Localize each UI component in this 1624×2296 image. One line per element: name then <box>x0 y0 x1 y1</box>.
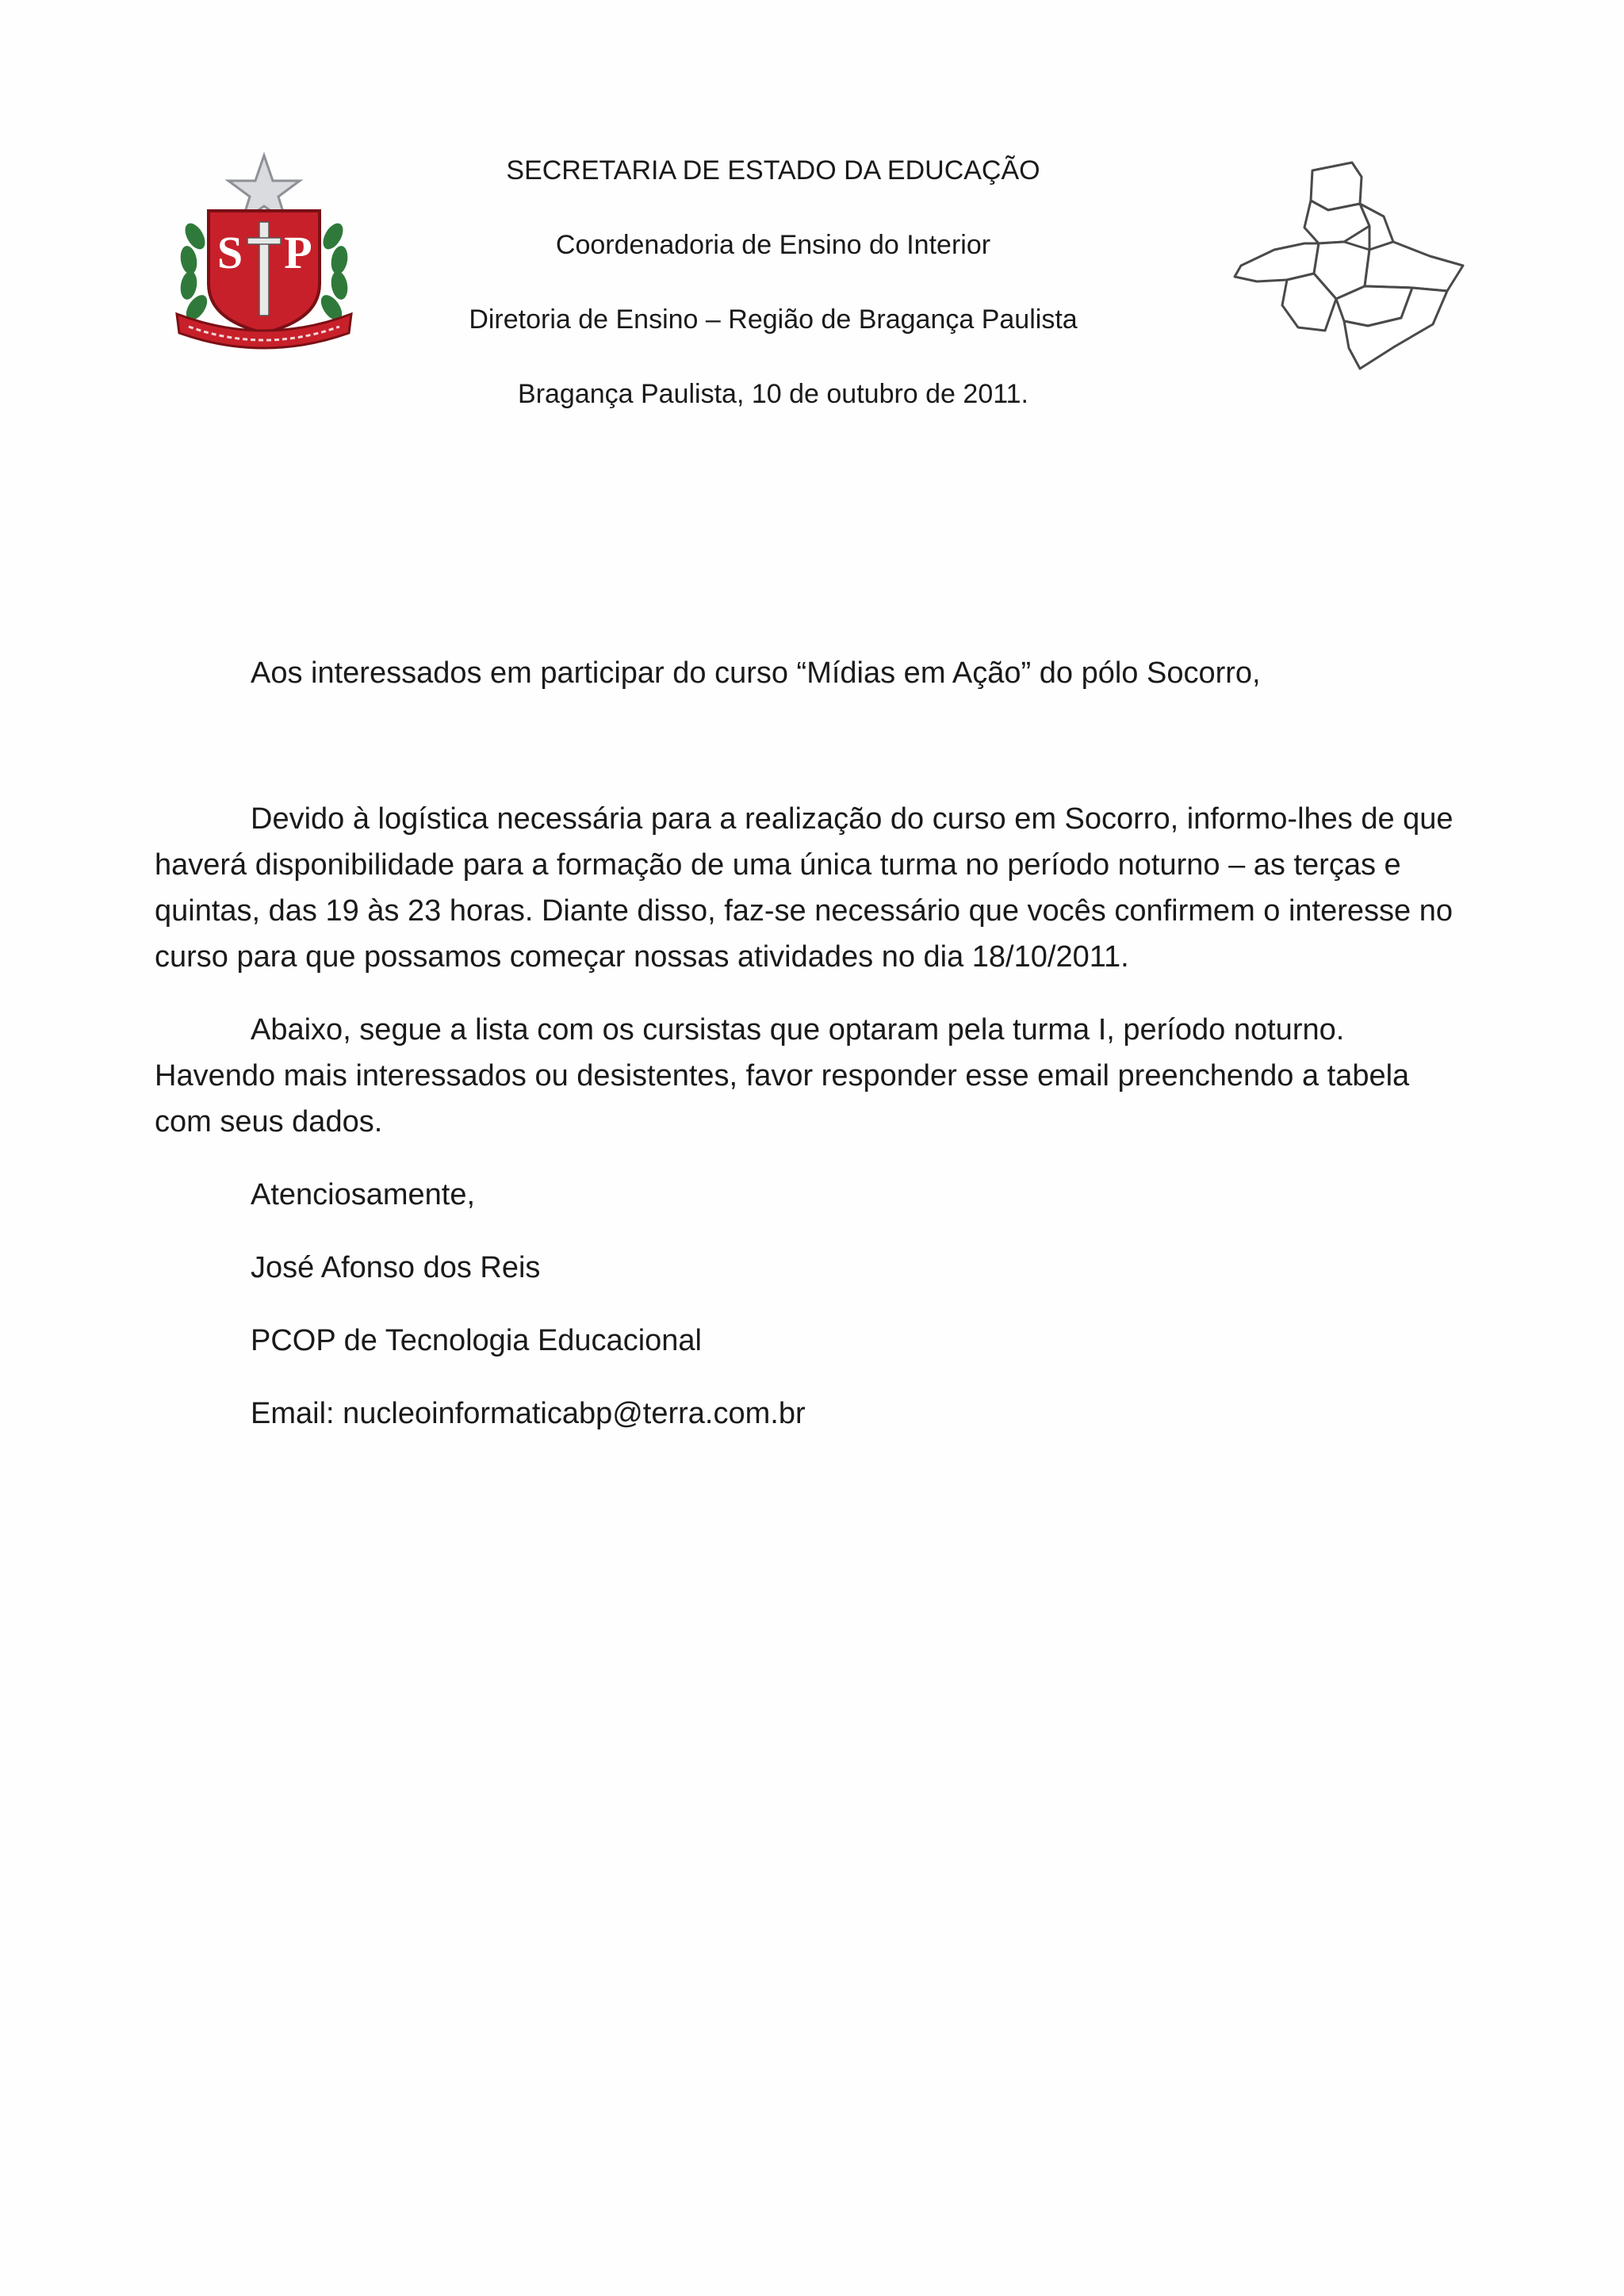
signer-name: José Afonso dos Reis <box>251 1251 541 1284</box>
paragraph-list <box>155 1007 1471 1145</box>
svg-text:P: P <box>284 227 312 278</box>
paragraph-logistics-text: Devido à logística necessária para a realização do curso em Socorro, informo-lhes de que haverá disponibilidade para a formação de uma única turma no período noturno – as terças e quintas, das 19 às 23 horas. Diante disso, faz-se necessário que vocês confirmem o interesse no curso para que possamos começar nossas atividades no dia 18/10/2011. <box>155 802 1454 974</box>
region-map-icon <box>1225 155 1471 377</box>
svg-text:S: S <box>216 227 243 278</box>
contact-email[interactable]: Email: nucleoinformaticabp@terra.com.br <box>251 1397 806 1430</box>
salutation: Aos interessados em participar do curso “Mídias em Ação” do pólo Socorro, <box>251 656 1261 690</box>
header-directorate: Diretoria de Ensino – Região de Bragança Paulista <box>469 304 1078 335</box>
closing-regards: Atenciosamente, <box>251 1178 476 1211</box>
header-date: Bragança Paulista, 10 de outubro de 2011. <box>518 379 1028 409</box>
sao-paulo-coat-of-arms-icon <box>173 149 355 355</box>
header-department: SECRETARIA DE ESTADO DA EDUCAÇÃO <box>506 155 1040 186</box>
letterhead <box>428 155 1118 453</box>
header-coordination: Coordenadoria de Ensino do Interior <box>555 230 991 260</box>
paragraph-logistics <box>155 796 1471 980</box>
signer-role: PCOP de Tecnologia Educacional <box>251 1324 702 1357</box>
paragraph-list-text: Abaixo, segue a lista com os cursistas que optaram pela turma I, período noturno. Havendo mais interessados ou desistentes, favor responder esse email preenchendo a tabela com seus dados. <box>155 1013 1410 1138</box>
